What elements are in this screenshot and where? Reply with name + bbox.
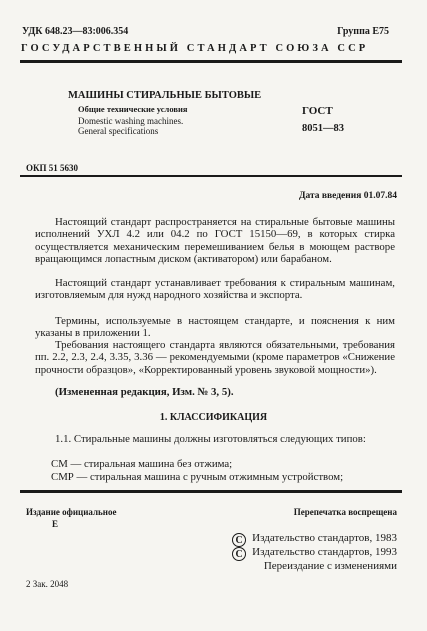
state-standard-heading: ГОСУДАРСТВЕННЫЙ СТАНДАРТ СОЮЗА ССР — [21, 43, 369, 54]
order-number: 2 Зак. 2048 — [26, 579, 69, 589]
copyright-text: Издательство стандартов, 1983 — [252, 532, 397, 544]
copyright-icon: С — [232, 533, 246, 547]
paragraph-terms: Термины, используемые в настоящем стандарте, и пояснения к ним указаны в приложении 1. — [35, 315, 395, 340]
introduction-date: Дата введения 01.07.84 — [298, 191, 397, 201]
okp-code: ОКП 51 5630 — [26, 163, 79, 173]
type-item: СМР — стиральная машина с ручным отжимным устройством; — [51, 471, 344, 483]
paragraph-amendment: (Измененная редакция, Изм. № 3, 5). — [55, 386, 234, 398]
footer-rule — [20, 490, 402, 493]
paragraph-scope: Настоящий стандарт распространяется на стиральные бытовые машины исполнений УХЛ 4.2 или 04.2 по ГОСТ 15150—69, в которых стирка осуществляется механическим перемешиванием белья в моющем растворе вращающимся лопастным диском (активатором) или барабаном. — [35, 216, 395, 266]
official-edition-mark: Е — [52, 519, 59, 529]
copyright-text: Издательство стандартов, 1993 — [252, 546, 397, 558]
official-edition-label: Издание официальное — [26, 507, 117, 517]
gost-number: 8051—83 — [302, 123, 344, 134]
paragraph-types-intro: 1.1. Стиральные машины должны изготовляться следующих типов: — [55, 433, 366, 445]
subtitle-ru: Общие технические условия — [78, 104, 188, 114]
udk-code: УДК 648.23—83:006.354 — [22, 26, 129, 37]
type-item: СМ — стиральная машина без отжима; — [51, 458, 233, 470]
okp-rule — [20, 175, 402, 177]
paragraph-mandatory: Требования настоящего стандарта являются обязательными, требования пп. 2.2, 2.3, 2.4, 3.35, 3.36 — рекомендуемыми (кроме параметров «Снижение прочности образцов», «Корректированный уровень звуковой мощности»). — [35, 339, 395, 376]
section-title-classification: 1. КЛАССИФИКАЦИЯ — [159, 412, 268, 423]
reissue-line: Переиздание с изменениями — [263, 560, 397, 572]
group-code: Группа Е75 — [337, 26, 389, 37]
document-title: МАШИНЫ СТИРАЛЬНЫЕ БЫТОВЫЕ — [68, 90, 262, 101]
reprint-prohibited-label: Перепечатка воспрещена — [293, 507, 397, 517]
copyright-line — [232, 546, 397, 561]
gost-label: ГОСТ — [302, 105, 333, 117]
paragraph-requirements: Настоящий стандарт устанавливает требования к стиральным машинам, изготовляемым для нужд народного хозяйства и экспорта. — [35, 277, 395, 302]
header-rule — [20, 60, 402, 63]
copyright-line — [232, 532, 397, 547]
subtitle-en-line2: General specifications — [78, 126, 159, 136]
subtitle-en-line1: Domestic washing machines. — [78, 116, 184, 126]
copyright-icon: С — [232, 547, 246, 561]
